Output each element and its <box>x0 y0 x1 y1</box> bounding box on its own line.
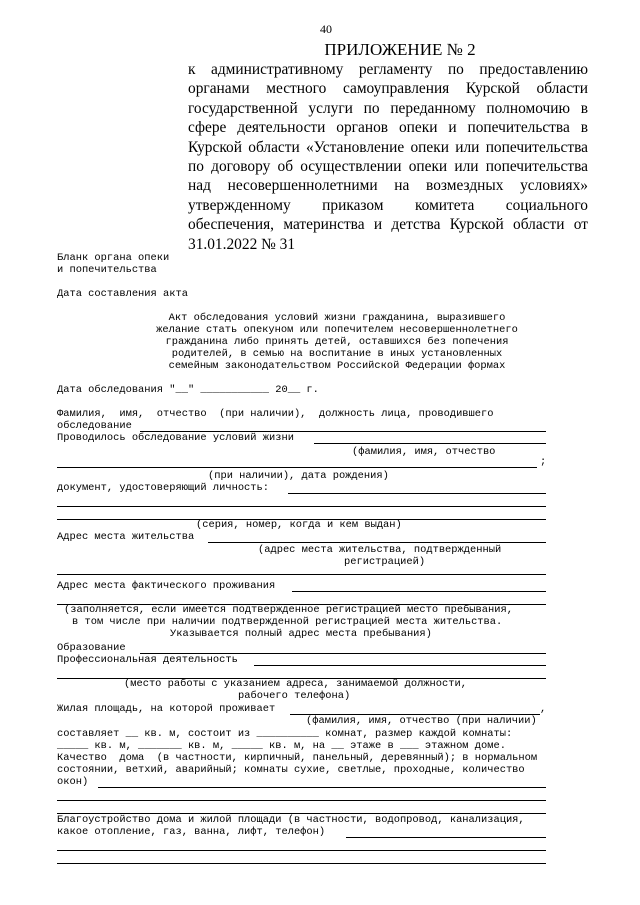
document-label: документ, удостоверяющий личность: <box>57 482 270 494</box>
education-label: Образование <box>57 642 126 654</box>
residence-input-line-2[interactable] <box>57 574 546 575</box>
hint-actual-2: в том числе при наличии подтвержденной регистрацией места жительства. <box>72 616 503 628</box>
document-input-line-2[interactable] <box>57 506 546 507</box>
hint-fio: (фамилия, имя, отчество <box>352 446 496 458</box>
hint-actual-1: (заполняется, если имеется подтвержденное регистрацией место пребывания, <box>64 604 513 616</box>
inspector-label: Фамилия, имя, отчество (при наличии), должность лица, проводившего <box>57 408 494 420</box>
living-space-label: Жилая площадь, на которой проживает <box>57 703 276 715</box>
quality-line-3: окон) <box>57 776 89 788</box>
hint-work-2: рабочего телефона) <box>238 690 351 702</box>
profession-label: Профессиональная деятельность <box>57 654 238 666</box>
actual-address-input-line[interactable] <box>292 591 546 592</box>
conducted-input-line[interactable] <box>314 443 546 444</box>
act-title-line: семейным законодательством Российской Федерации формах <box>168 360 506 372</box>
rooms-line-2[interactable]: _____ кв. м, _______ кв. м, _____ кв. м, на __ этаже в ___ этажном доме. <box>57 740 506 752</box>
amenities-input-line-2[interactable] <box>57 850 546 851</box>
amenities-input-line-3[interactable] <box>57 863 546 864</box>
letterhead-line: Бланк органа опеки <box>57 252 170 264</box>
appendix-line: сфере деятельности органов опеки и попечительства в <box>188 119 588 137</box>
document-input-line[interactable] <box>288 493 546 494</box>
residence-input-line[interactable] <box>208 542 546 543</box>
conducted-input-line-2[interactable] <box>57 467 537 468</box>
quality-line-1: Качество дома (в частности, кирпичный, панельный, деревянный); в нормальном <box>57 752 538 764</box>
act-date-label: Дата составления акта <box>57 288 188 300</box>
hint-residence-2: регистрацией) <box>344 556 426 568</box>
quality-input-line[interactable] <box>98 787 546 788</box>
appendix-line: Курской области «Установление опеки или попечительства <box>188 138 588 156</box>
hint-actual-3: Указывается полный адрес места пребывания) <box>170 628 432 640</box>
quality-line-2: состоянии, ветхий, аварийный; комнаты сухие, светлые, проходные, количество <box>57 764 525 776</box>
amenities-line-2: какое отопление, газ, ванна, лифт, телефон) <box>57 826 326 838</box>
act-title-line: желание стать опекуном или попечителем несовершеннолетнего <box>156 324 518 336</box>
survey-date-field[interactable]: Дата обследования "__" ___________ 20__ г. <box>57 384 319 396</box>
quality-input-line-2[interactable] <box>57 800 546 801</box>
act-title-line: родителей, в семью на воспитание в иных установленных <box>171 348 503 360</box>
appendix-description <box>188 60 588 254</box>
semicolon: ; <box>540 456 547 468</box>
page-number: 40 <box>320 22 332 36</box>
letterhead-line: и попечительства <box>57 264 157 276</box>
rooms-line-1[interactable]: составляет __ кв. м, состоит из __________ комнат, размер каждой комнаты: <box>57 728 513 740</box>
appendix-line: 31.01.2022 № 31 <box>188 235 296 253</box>
profession-input-line[interactable] <box>254 665 546 666</box>
residence-label: Адрес места жительства <box>57 531 195 543</box>
hint-fio-2: (при наличии), дата рождения) <box>208 470 389 482</box>
hint-work-1: (место работы с указанием адреса, занимаемой должности, <box>124 678 467 690</box>
conducted-label: Проводилось обследование условий жизни <box>57 432 294 444</box>
act-title-line: гражданина либо принять детей, оставшихся без попечения <box>165 336 509 348</box>
actual-address-label: Адрес места фактического проживания <box>57 580 276 592</box>
act-title-line: Акт обследования условий жизни гражданина, выразившего <box>168 312 506 324</box>
appendix-line: утвержденному приказом комитета социального <box>188 196 588 214</box>
appendix-line: государственной услуги по переданному полномочию в <box>188 99 588 117</box>
amenities-line-1: Благоустройство дома и жилой площади (в частности, водопровод, канализация, <box>57 814 525 826</box>
hint-fio-3: (фамилия, имя, отчество (при наличии) <box>306 715 537 727</box>
appendix-title: ПРИЛОЖЕНИЕ № 2 <box>324 40 476 59</box>
appendix-line: органами местного самоуправления Курской области <box>188 80 588 98</box>
comma: , <box>540 703 547 715</box>
hint-document: (серия, номер, когда и кем выдан) <box>196 519 402 531</box>
appendix-line: над несовершеннолетними на возмездных условиях» <box>188 177 588 195</box>
appendix-line: по договору об осуществлении опеки или попечительства <box>188 158 588 176</box>
appendix-line: к административному регламенту по предоставлению <box>188 61 588 78</box>
appendix-line: обеспечения, материнства и детства Курской области от <box>188 216 588 234</box>
hint-residence-1: (адрес места жительства, подтвержденный <box>258 544 502 556</box>
inspector-label-cont: обследование <box>57 420 132 432</box>
amenities-input-line[interactable] <box>346 837 546 838</box>
